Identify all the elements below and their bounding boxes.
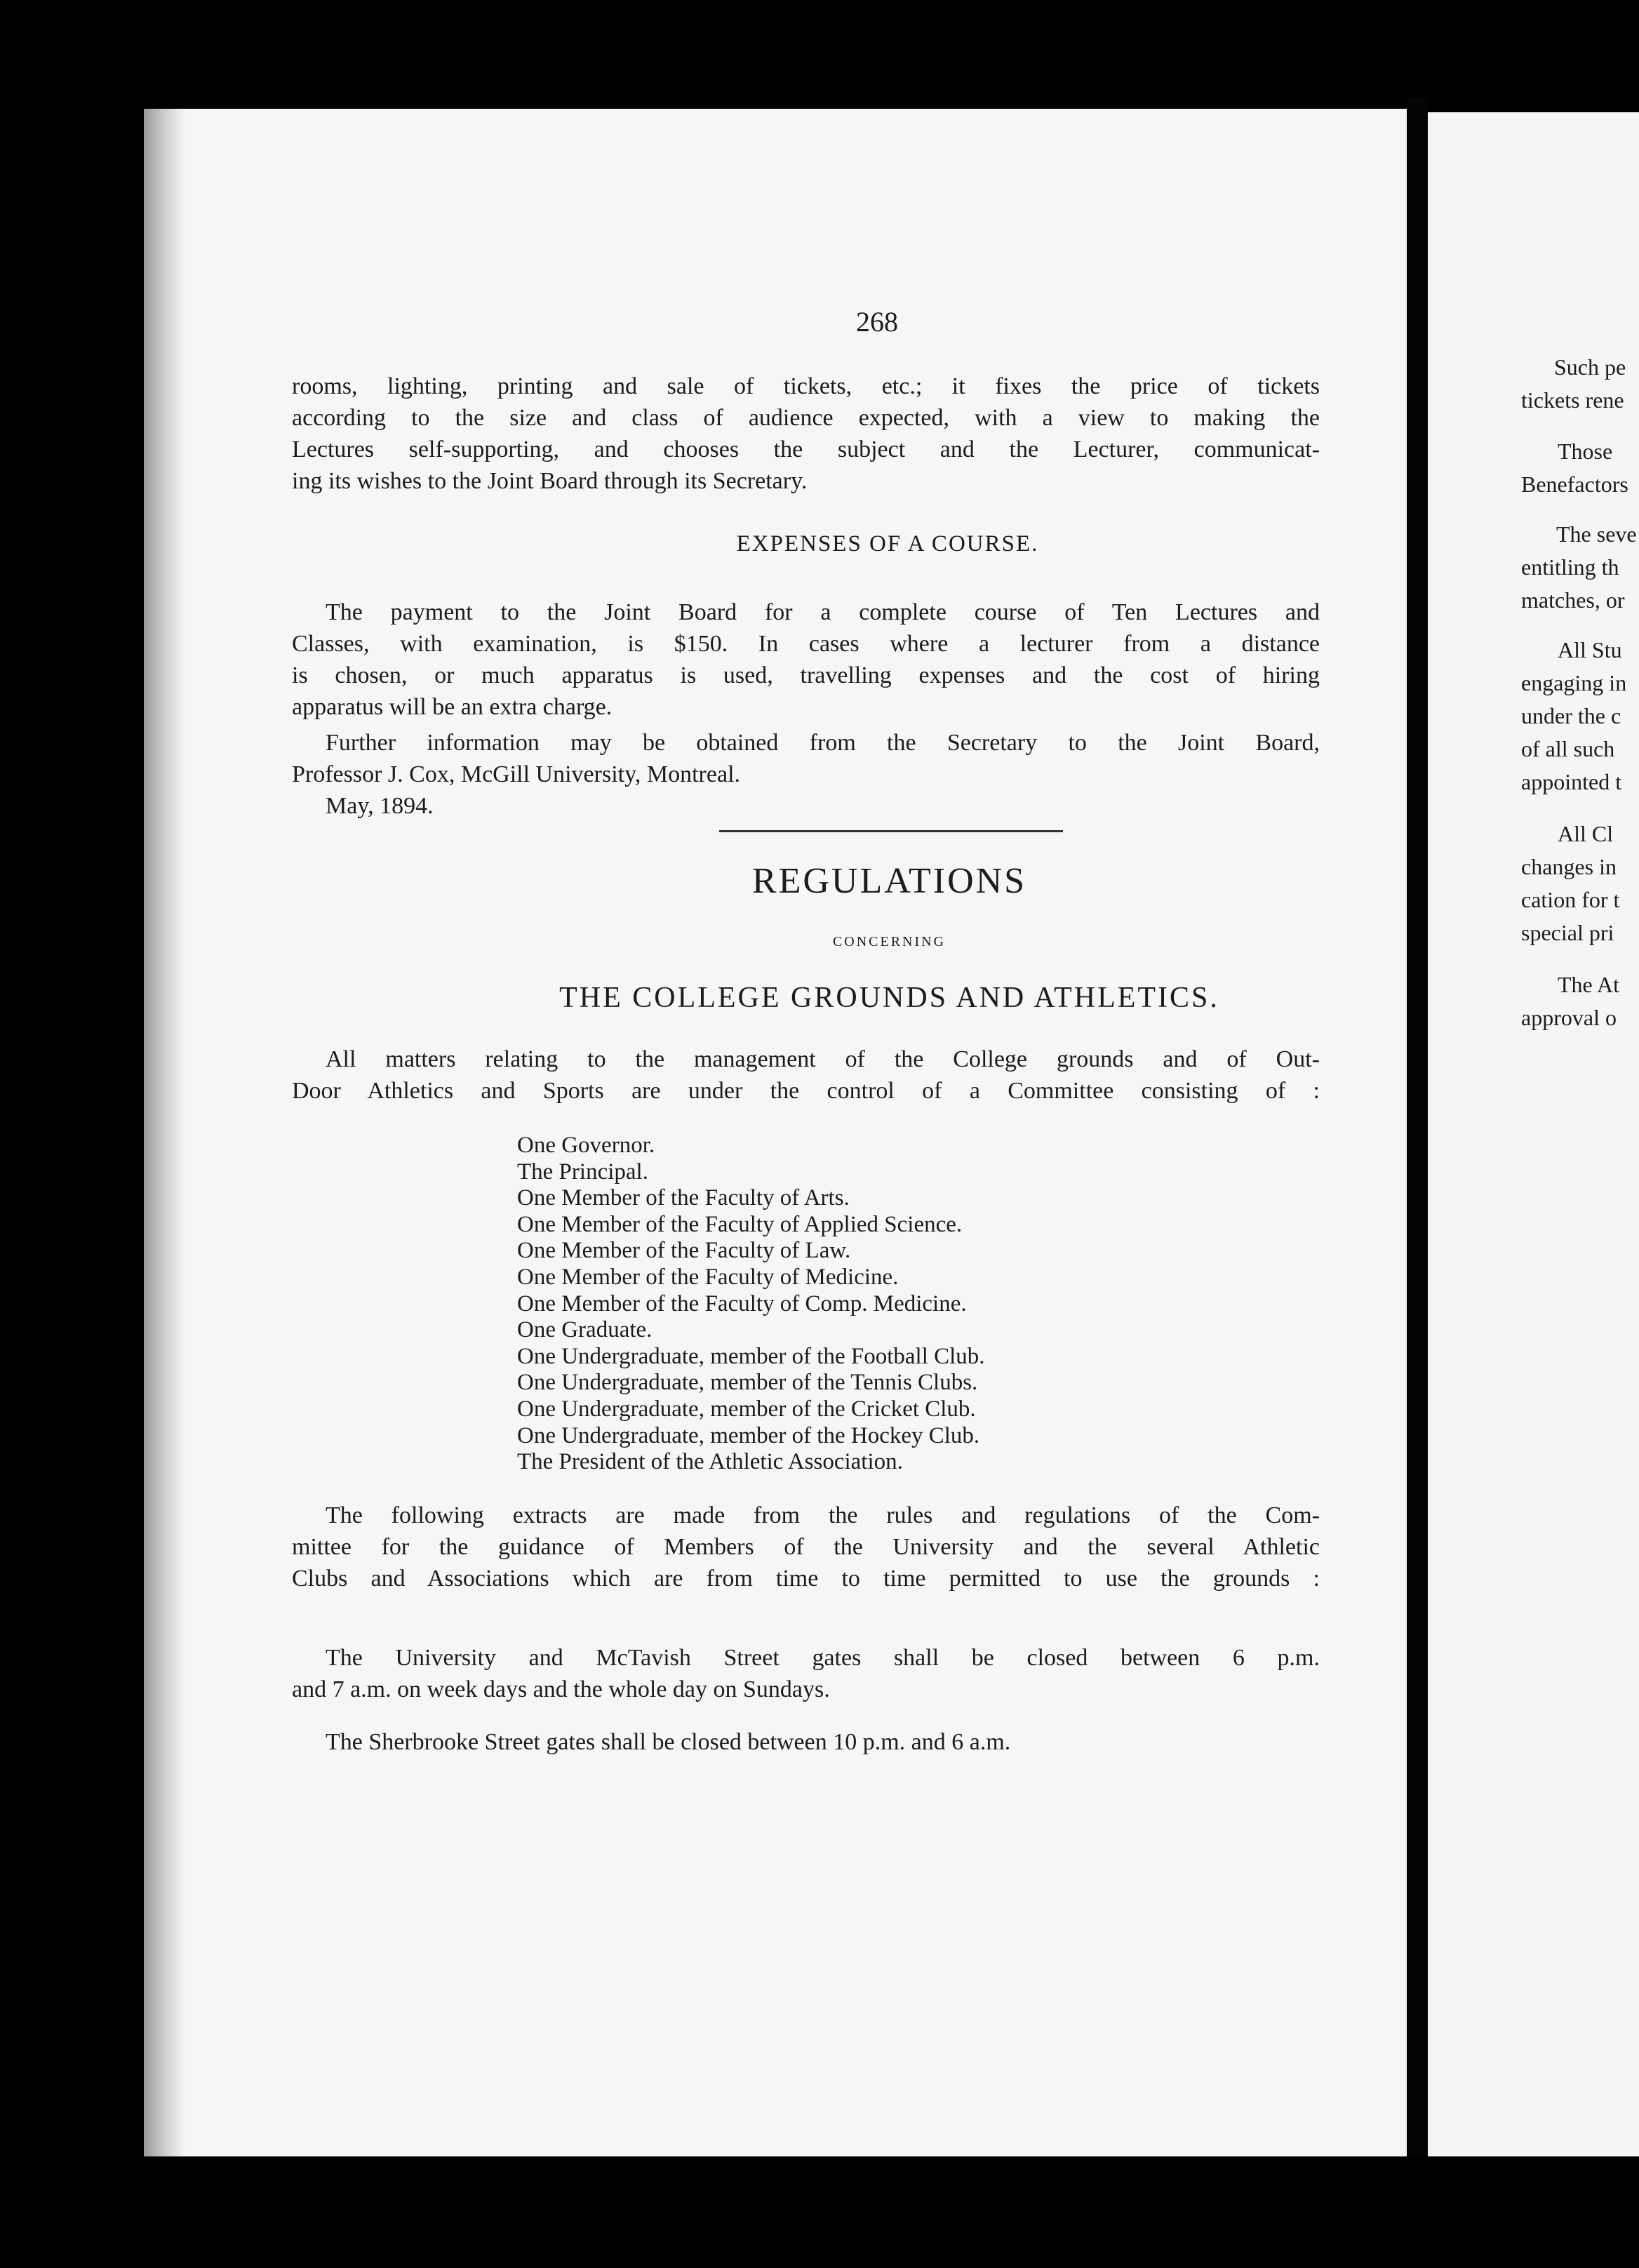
text-line: mittee for the guidance of Members of the University and the several Athletic [292, 1534, 1320, 1560]
list-item: One Governor. [517, 1133, 655, 1158]
section-rule [719, 830, 1063, 832]
further-info-paragraph [292, 727, 1320, 790]
grounds-heading: THE COLLEGE GROUNDS AND ATHLETICS. [559, 982, 1219, 1014]
list-item: The Principal. [517, 1159, 648, 1185]
committee-members-list [517, 1133, 1149, 1476]
extracts-paragraph [292, 1500, 1320, 1594]
page-divider [1407, 98, 1428, 2175]
right-fragment: matches, or [1521, 587, 1625, 613]
right-fragment: special pri [1521, 920, 1614, 945]
right-page [1428, 112, 1639, 2161]
right-fragment: approval o [1521, 1005, 1617, 1030]
scan-border [0, 2156, 1639, 2268]
list-item: One Member of the Faculty of Medicine. [517, 1264, 899, 1290]
page-gutter-shadow [144, 109, 186, 2156]
right-fragment: appointed t [1521, 769, 1622, 794]
text-line: Door Athletics and Sports are under the control of a Committee consisting of : [292, 1078, 1320, 1104]
right-fragment: Benefactors [1521, 472, 1628, 497]
list-item: One Undergraduate, member of the Cricket Club. [517, 1396, 976, 1422]
list-item: One Member of the Faculty of Applied Science. [517, 1211, 963, 1237]
expenses-heading: EXPENSES OF A COURSE. [736, 531, 1039, 556]
text-line: All matters relating to the management of the College grounds and of Out- [326, 1046, 1320, 1072]
list-item: One Member of the Faculty of Arts. [517, 1185, 850, 1211]
page-number: 268 [856, 306, 898, 338]
text-line: Professor J. Cox, McGill University, Montreal. [292, 761, 741, 787]
text-line: rooms, lighting, printing and sale of tickets, etc.; it fixes the price of tickets [292, 373, 1320, 399]
date-text: May, 1894. [326, 793, 434, 819]
text-line: Clubs and Associations which are from time to time permitted to use the grounds : [292, 1566, 1320, 1592]
list-item: One Undergraduate, member of the Hockey Club. [517, 1422, 980, 1448]
right-fragment: cation for t [1521, 887, 1620, 912]
list-item: The President of the Athletic Association. [517, 1449, 903, 1475]
right-fragment: Such pe [1554, 354, 1626, 380]
committee-intro-paragraph [292, 1043, 1320, 1107]
list-item: One Undergraduate, member of the Football Club. [517, 1343, 985, 1369]
right-fragment: engaging in [1521, 670, 1627, 695]
text-line: The following extracts are made from the rules and regulations of the Com- [326, 1502, 1320, 1528]
right-fragment: All Stu [1558, 637, 1622, 662]
list-item: One Graduate. [517, 1317, 653, 1343]
text-line: Lectures self-supporting, and chooses the subject and the Lecturer, communicat- [292, 436, 1320, 462]
text-line: and 7 a.m. on week days and the whole day on Sundays. [292, 1676, 830, 1702]
right-fragment: The seve [1556, 521, 1637, 547]
right-fragment: under the c [1521, 703, 1621, 728]
text-line: apparatus will be an extra charge. [292, 694, 613, 720]
right-fragment: entitling th [1521, 554, 1619, 580]
gates-paragraph [292, 1642, 1320, 1705]
expenses-paragraph [292, 596, 1320, 723]
right-fragment: Those [1558, 439, 1613, 464]
right-fragment: of all such [1521, 736, 1615, 761]
text-line: The payment to the Joint Board for a complete course of Ten Lectures and [326, 599, 1320, 625]
text-line: according to the size and class of audience expected, with a view to making the [292, 405, 1320, 431]
list-item: One Member of the Faculty of Law. [517, 1238, 851, 1264]
regulations-heading: REGULATIONS [751, 861, 1027, 901]
list-item: One Member of the Faculty of Comp. Medicine. [517, 1290, 967, 1316]
right-fragment: All Cl [1558, 821, 1614, 846]
sherbrooke-paragraph [292, 1726, 1320, 1758]
text-line: Further information may be obtained from the Secretary to the Joint Board, [326, 730, 1320, 756]
text-line: The University and McTavish Street gates shall be closed between 6 p.m. [326, 1645, 1320, 1671]
right-fragment: The At [1558, 972, 1619, 997]
concerning-subheading: CONCERNING [832, 934, 946, 949]
list-item: One Undergraduate, member of the Tennis Clubs. [517, 1370, 978, 1396]
text-line: The Sherbrooke Street gates shall be closed between 10 p.m. and 6 a.m. [326, 1729, 1011, 1755]
right-fragment: tickets rene [1521, 387, 1624, 413]
right-fragment: changes in [1521, 854, 1617, 879]
date-line [326, 790, 1353, 822]
text-line: is chosen, or much apparatus is used, travelling expenses and the cost of hiring [292, 662, 1320, 688]
intro-paragraph [292, 371, 1320, 497]
text-line: Classes, with examination, is $150. In cases where a lecturer from a distance [292, 631, 1320, 657]
text-line: ing its wishes to the Joint Board through its Secretary. [292, 468, 808, 494]
